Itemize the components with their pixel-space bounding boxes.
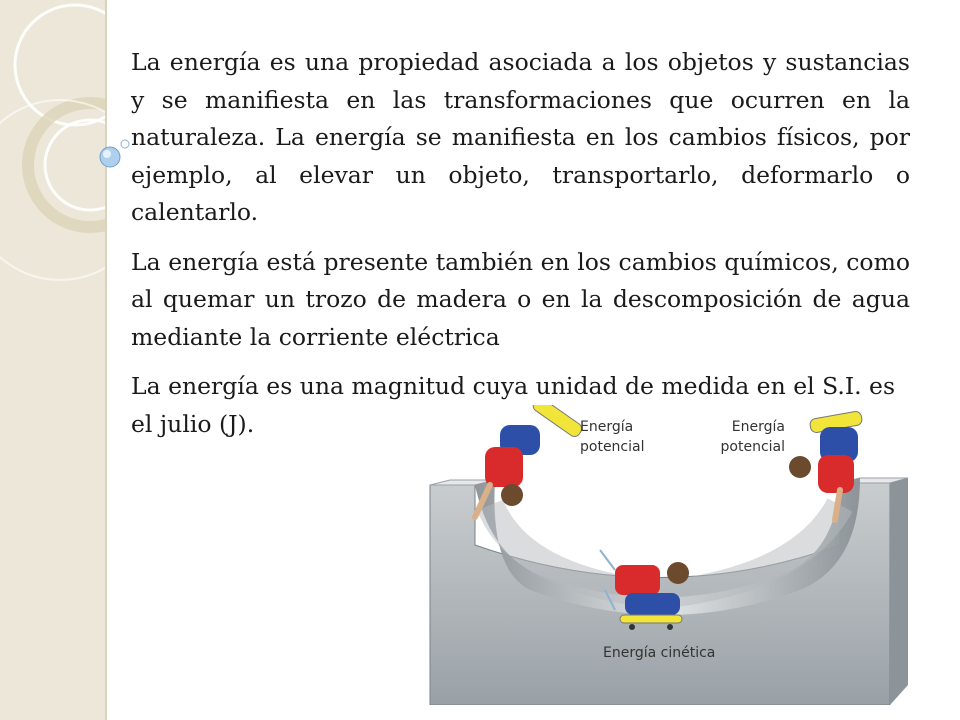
skateboard-halfpipe-illustration [420, 405, 910, 705]
paragraph-chemical-changes: La energía está presente también en los cambios químicos, como al quemar un trozo de madera o en la descomposición de agua mediante la corriente eléctrica [131, 247, 910, 351]
label-potential-right-line2: potencial [720, 439, 785, 455]
text-content [131, 44, 910, 455]
decorative-circles [0, 0, 107, 720]
label-potential-left [580, 417, 644, 457]
paragraph-energy-definition: La energía es una propiedad asociada a los objetos y sustancias y se manifiesta en las transformaciones que ocurren en la naturaleza. La energía se manifiesta en los cambios físicos, por ejemplo, al elevar un objeto, transportarlo, deformarlo o calentarlo. [131, 48, 910, 226]
label-kinetic: Energía cinética [603, 645, 716, 661]
paragraph-unit: La energía es una magnitud cuya unidad de medida en el S.I. es el julio (J). [131, 372, 896, 438]
bullet-orbs [95, 125, 135, 175]
label-potential-left-line1: Energía [580, 419, 634, 435]
label-potential-right [720, 417, 785, 457]
sidebar-decoration [0, 0, 107, 720]
label-potential-right-line1: Energía [731, 419, 785, 435]
label-potential-left-line2: potencial [580, 439, 645, 455]
